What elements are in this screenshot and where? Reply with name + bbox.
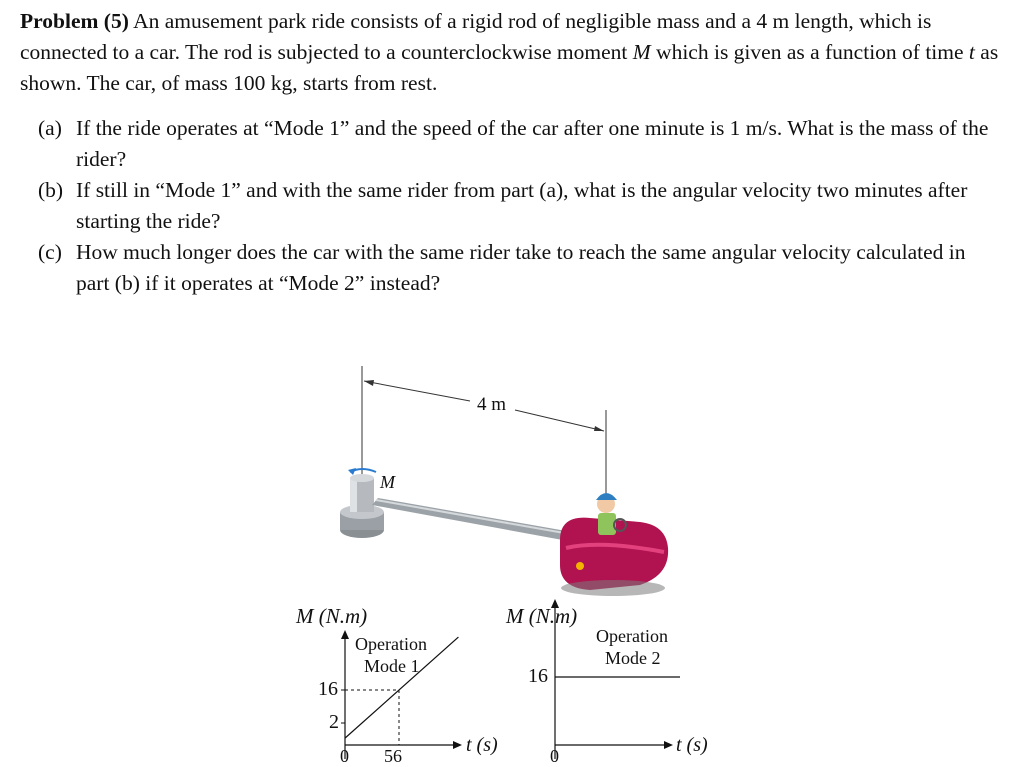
graph1-x-arrow	[453, 741, 462, 749]
problem-text-3: as shown. The car, of mass 100 kg, starts from rest.	[20, 40, 999, 95]
part-c-label: (c)	[38, 240, 62, 264]
part-b-text: If still in “Mode 1” and with the same rider from part (a), what is the angular velocity two minutes after starting the ride?	[76, 178, 968, 233]
problem-text-2: which is given as a function of time	[650, 40, 969, 64]
dimension-arrow-left	[364, 380, 374, 386]
rod-length-label: 4 m	[477, 394, 507, 415]
graph1-series-label-2: Mode 1	[364, 656, 420, 676]
moment-arrowhead-icon	[348, 468, 356, 475]
graph1-ytick-bottom: 2	[329, 711, 339, 733]
part-a-label: (a)	[38, 116, 62, 140]
moment-label: M	[380, 472, 395, 492]
graph2-ylabel: M (N.m)	[506, 604, 578, 628]
rod-highlight	[376, 500, 570, 534]
graph1-xtick-56: 56	[384, 746, 402, 766]
graph2-x-arrow	[664, 741, 673, 749]
graph2-series-label-1: Operation	[596, 626, 668, 646]
graph1-y-arrow	[341, 630, 349, 639]
problem-label: Problem (5)	[20, 9, 129, 33]
car-shadow	[561, 580, 665, 596]
dimension-line-left	[364, 381, 470, 401]
dimension-arrow-right	[594, 426, 604, 431]
graph2-ytick: 16	[528, 665, 548, 687]
part-b-label: (b)	[38, 178, 64, 202]
time-symbol: t	[968, 40, 975, 64]
pillar-top	[350, 474, 374, 482]
graph2-series-label-2: Mode 2	[605, 648, 661, 668]
car-light	[576, 562, 584, 570]
graph1-xlabel: t (s)	[466, 734, 498, 756]
graph1-xtick-zero: 0	[340, 746, 349, 766]
problem-text-1: An amusement park ride consists of a rigid rod of negligible mass and a 4 m length, which is connected to a car. The rod is subjected to a counterclockwise moment	[20, 9, 932, 64]
part-a-text: If the ride operates at “Mode 1” and the speed of the car after one minute is 1 m/s. What is the mass of the rider?	[76, 116, 989, 171]
graph1-series-label-1: Operation	[355, 634, 427, 654]
graph2-xtick-zero: 0	[550, 746, 559, 766]
moment-symbol: M	[632, 40, 651, 64]
graph2-xlabel: t (s)	[676, 734, 708, 756]
rider-helmet	[596, 493, 617, 500]
part-c-text: How much longer does the car with the same rider take to reach the same angular velocity calculated in part (b) if it operates at “Mode 2” instead?	[76, 240, 966, 295]
graph1-ylabel: M (N.m)	[296, 604, 368, 628]
dimension-line-right	[515, 410, 604, 431]
graph1-ytick-top: 16	[318, 678, 338, 700]
pillar-highlight	[350, 478, 357, 512]
